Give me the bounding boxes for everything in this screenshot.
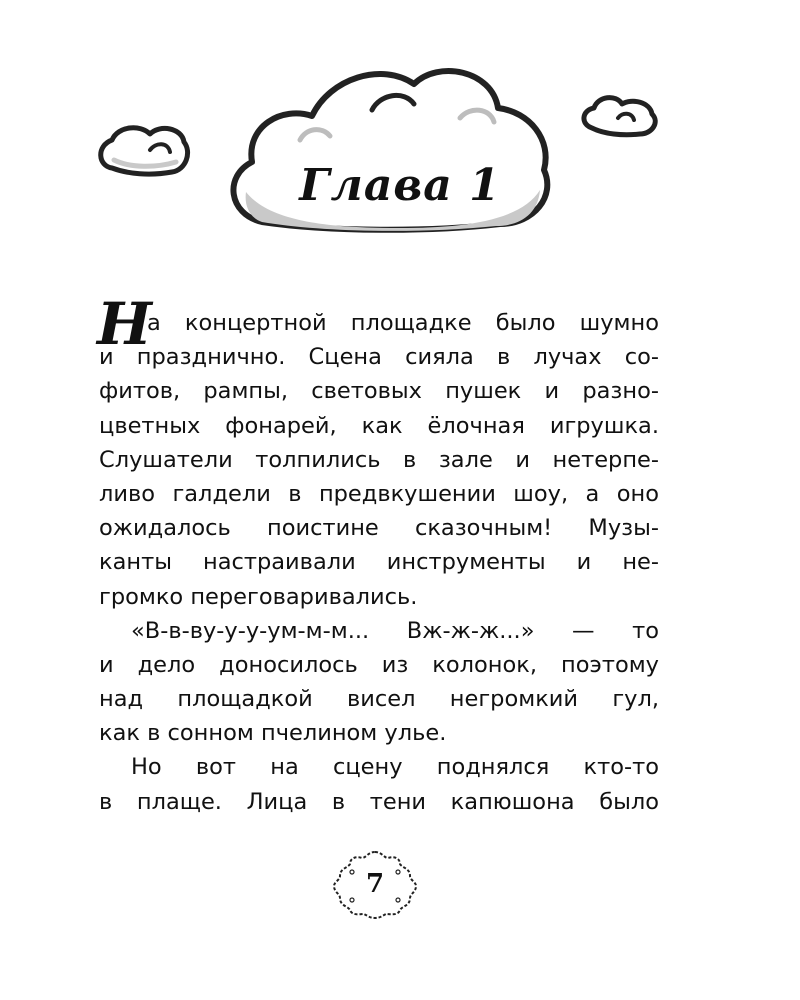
page-number-badge (330, 848, 420, 920)
text-line: над площадкой висел негромкий гул, (99, 686, 659, 713)
text-line: и празднично. Сцена сияла в лучах со- (99, 344, 659, 371)
page-number: 7 (365, 869, 385, 899)
text-line: громко переговаривались. (99, 583, 418, 610)
chapter-title: Глава 1 (299, 160, 501, 211)
drop-cap: Н (97, 290, 152, 358)
text-line: «В-в-ву-у-у-ум-м-м... Вж-ж-ж...» — то (131, 617, 659, 644)
small-cloud-right-icon (584, 98, 655, 135)
text-line: Но вот на сцену поднялся кто-то (131, 754, 659, 781)
text-line: цветных фонарей, как ёлочная игрушка. (99, 412, 659, 439)
text-line: ожидалось поистине сказочным! Музы- (99, 515, 659, 542)
text-line: Слушатели толпились в зале и нетерпе- (99, 446, 659, 473)
text-line: канты настраивали инструменты и не- (99, 549, 659, 576)
text-line: в плаще. Лица в тени капюшона было (99, 788, 659, 815)
text-line: как в сонном пчелином улье. (99, 720, 447, 747)
text-line: ливо галдели в предвкушении шоу, а оно (99, 480, 659, 507)
text-line: а концертной площадке было шумно (147, 310, 659, 336)
header-clouds (0, 0, 800, 270)
text-line: фитов, рампы, световых пушек и разно- (99, 378, 659, 405)
body-text (97, 290, 659, 819)
text-line: и дело доносилось из колонок, поэтому (99, 651, 659, 678)
